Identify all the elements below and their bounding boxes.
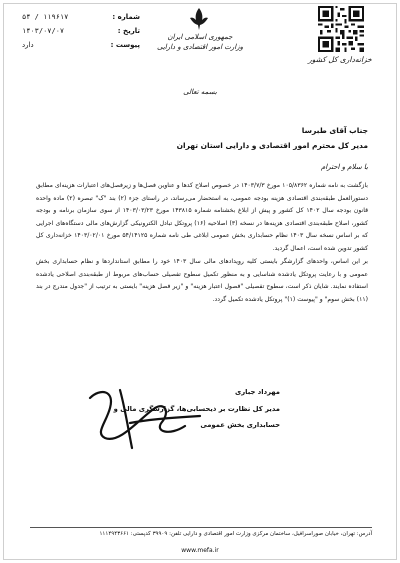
number-label: شماره : xyxy=(112,13,140,21)
signatory-name: مهرداد جباری xyxy=(235,388,280,396)
letter-metadata xyxy=(22,10,140,52)
attachment-value: دارد xyxy=(22,41,34,49)
footer-divider xyxy=(30,527,372,528)
ministry-title: وزارت امور اقتصادی و دارایی xyxy=(156,43,244,51)
number-value: ۵۴ / ۱۱۹۶۱۷ xyxy=(22,13,69,21)
signatory-title-line2: حسابداری بخش عمومی xyxy=(200,421,280,429)
number-row xyxy=(22,10,140,24)
footer-website: www.mefa.ir xyxy=(181,547,219,554)
attachment-label: پیوست : xyxy=(110,41,140,49)
body-paragraph-1: بازگشت به نامه شماره ۱۰۵/۸۳۶۲ مورخ ۱۴۰۳/۷/۳ در خصوص اصلاح کدها و عناوین فصل‌ها و زیرفصل‌های اعتبارات هزینه‌ای مطابق دستورالعمل طبقه‌بندی اقتصادی هزینه بودجه عمومی، به استحضار می‌رساند، در راستای جزء (۲) بند "ک" تبصره (۲) ماده واحده قانون بودجه سال ۱۴۰۲ کل کشور و پیش از ابلاغ بخشنامه شماره ۱۴۳۸۱۵ مورخ ۱۴۰۳/۰۳/۲۳ از سوی سازمان برنامه و بودجه کشور، اصلاح طبقه‌بندی اقتصادی هزینه‌ها در نسخه (۳) اصلاحیه (۱۶) پروتکل تبادل الکترونیکی گزارش‌های مالی دستگاه‌های اجرایی که بر اساس نسخه سال ۱۴۰۳ نظام حسابداری بخش عمومی ابلاغی طی نامه شماره ۵۴/۱۴۱۲۵ مورخ ۱۴۰۳/۰۲/۰۱ خزانه‌داری کل کشور تدوین شده است، اعمال گردید. xyxy=(36,182,369,252)
republic-title: جمهوری اسلامی ایران xyxy=(167,33,233,41)
date-value: ۱۴۰۳/۰۷/۰۷ xyxy=(22,27,65,35)
attachment-row xyxy=(22,38,140,52)
addressee-title: مدیر کل محترم امور اقتصادی و دارایی استان تهران xyxy=(176,141,368,150)
bismillah-heading: بسمه تعالی xyxy=(183,88,217,96)
addressee-name: جناب آقای طبرسا xyxy=(301,126,368,135)
signatory-title-line1: مدیر کل نظارت بر ذیحسابی‌ها، گزارشگری مالی و xyxy=(113,405,280,413)
handwritten-signature xyxy=(70,378,220,458)
government-titles xyxy=(140,32,260,52)
qr-code-icon xyxy=(318,6,364,52)
date-label: تاریخ : xyxy=(117,27,140,35)
treasury-title: خزانه‌داری کل کشور xyxy=(308,55,372,64)
footer-address: آدرس: تهران، خیابان صوراسرافیل، ساختمان مرکزی وزارت امور اقتصادی و دارایی تلفن: ۳۹۹۰۹ کدپستی: ۱۱۱۴۹۴۳۶۶۱ xyxy=(99,531,372,537)
salutation: با سلام و احترام xyxy=(320,163,368,171)
body-paragraph-2: بر این اساس، واحدهای گزارشگر بایستی کلیه رویدادهای مالی سال ۱۴۰۳ خود را مطابق استانداردها و نظام حسابداری بخش عمومی و با رعایت پروتکل یادشده شناسایی و به منظور تکمیل سطوح تفصیلی حساب‌های مربوط از طبقه‌بندی اصلاحی یادشده استفاده نمایند. شایان ذکر است، سطوح تفصیلی "فصول اعتبار هزینه" و "زیر فصل هزینه" بایستی به ترتیب از "جدول مندرج در بند (۱۱) بخش سوم" و "پیوست (۱)" پروتکل یادشده تکمیل گردد. xyxy=(36,258,368,303)
iran-emblem-icon xyxy=(186,6,212,32)
date-row xyxy=(22,24,140,38)
